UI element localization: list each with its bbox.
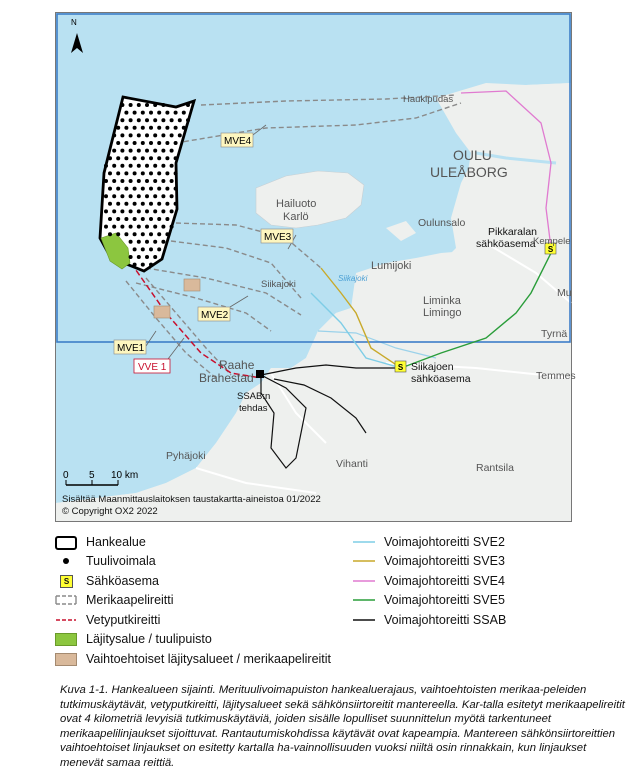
wind-turbine xyxy=(124,187,128,191)
wind-turbine xyxy=(161,179,165,183)
wind-turbine xyxy=(137,225,141,229)
wind-turbine xyxy=(153,240,157,244)
wind-turbine xyxy=(157,141,161,145)
wind-turbine xyxy=(120,133,124,137)
wind-turbine xyxy=(116,126,120,130)
wind-turbine xyxy=(120,164,124,168)
wind-turbine xyxy=(116,141,120,145)
wind-turbine xyxy=(141,156,145,160)
wind-turbine xyxy=(174,126,178,130)
wind-turbine xyxy=(120,209,124,213)
wind-turbine xyxy=(170,225,174,229)
wind-turbine xyxy=(157,217,161,221)
wind-turbine xyxy=(133,232,137,236)
wind-turbine xyxy=(165,187,169,191)
wind-turbine xyxy=(157,187,161,191)
wind-turbine xyxy=(129,133,133,137)
wind-turbine xyxy=(141,171,145,175)
wind-turbine xyxy=(174,202,178,206)
wind-turbine xyxy=(108,187,112,191)
legend-item-sve3: Voimajohtoreitti SVE3 xyxy=(353,552,505,570)
wind-turbine xyxy=(149,202,153,206)
wind-turbine xyxy=(124,202,128,206)
wind-turbine xyxy=(129,179,133,183)
wind-turbine xyxy=(165,111,169,115)
wind-turbine xyxy=(129,255,133,259)
wind-turbine xyxy=(141,141,145,145)
legend-item-sve4: Voimajohtoreitti SVE4 xyxy=(353,572,505,590)
wind-turbine xyxy=(170,164,174,168)
legend-item-sea-cable: Merikaapelireitti xyxy=(55,591,174,609)
wind-turbine xyxy=(124,141,128,145)
wind-turbine xyxy=(137,164,141,168)
wind-turbine xyxy=(157,171,161,175)
label-uleaborg: ULEÅBORG xyxy=(430,164,508,180)
wind-turbine xyxy=(112,179,116,183)
wind-turbine xyxy=(124,232,128,236)
wind-turbine xyxy=(133,247,137,251)
wind-turbine xyxy=(149,217,153,221)
sea-cable-route-icon xyxy=(55,593,77,607)
legend-item-project-area: Hankealue xyxy=(55,533,146,551)
legend-item-alt-disposal: Vaihtoehtoiset läjitysalueet / merikaapelireitit xyxy=(55,650,331,668)
map-panel[interactable] xyxy=(55,12,576,522)
alt-disposal-area-2 xyxy=(154,306,170,318)
wind-turbine xyxy=(120,179,124,183)
scale-tick-0: 0 xyxy=(63,470,69,481)
wind-turbine xyxy=(120,118,124,122)
wind-turbine xyxy=(108,156,112,160)
scale-tick-5: 5 xyxy=(89,470,95,481)
legend-item-sve5: Voimajohtoreitti SVE5 xyxy=(353,591,505,609)
power-line-sve4-icon xyxy=(353,574,375,588)
wind-turbine xyxy=(174,111,178,115)
wind-turbine xyxy=(137,240,141,244)
copyright-text: © Copyright OX2 2022 xyxy=(62,506,158,517)
wind-turbine xyxy=(133,187,137,191)
label-rantsila: Rantsila xyxy=(476,462,514,474)
wind-turbine xyxy=(137,209,141,213)
wind-turbine xyxy=(149,187,153,191)
label-tyrnava: Tyrnä xyxy=(541,328,568,340)
wind-turbine xyxy=(137,133,141,137)
wind-turbine xyxy=(129,225,133,229)
wind-turbine xyxy=(182,111,186,115)
label-pyhajoki: Pyhäjoki xyxy=(166,450,206,462)
wind-turbine xyxy=(116,171,120,175)
wind-turbine xyxy=(129,149,133,153)
wind-turbine xyxy=(129,164,133,168)
wind-turbine xyxy=(165,141,169,145)
wind-turbine xyxy=(157,247,161,251)
wind-turbine xyxy=(141,247,145,251)
wind-turbine xyxy=(174,141,178,145)
label-mve4: MVE4 xyxy=(224,136,252,147)
wind-turbine xyxy=(165,217,169,221)
wind-turbine xyxy=(137,149,141,153)
substation-icon: S xyxy=(55,574,77,588)
wind-turbine-dot-icon xyxy=(55,554,77,568)
wind-turbine xyxy=(108,171,112,175)
wind-turbine xyxy=(170,133,174,137)
label-oulu: OULU xyxy=(453,147,492,163)
wind-turbine xyxy=(170,149,174,153)
label-siikajoki-town: Siikajoki xyxy=(261,279,296,290)
wind-turbine xyxy=(108,202,112,206)
wind-turbine xyxy=(137,255,141,259)
wind-turbine xyxy=(112,209,116,213)
wind-turbine xyxy=(157,126,161,130)
wind-turbine xyxy=(153,103,157,107)
wind-turbine xyxy=(174,171,178,175)
wind-turbine xyxy=(161,209,165,213)
wind-turbine xyxy=(161,133,165,137)
wind-turbine xyxy=(133,263,137,267)
wind-turbine xyxy=(141,263,145,267)
wind-turbine xyxy=(153,209,157,213)
label-siikajoen-2: sähköasema xyxy=(411,373,471,385)
label-brahestad: Brahestad xyxy=(199,371,254,385)
legend-item-sve2: Voimajohtoreitti SVE2 xyxy=(353,533,505,551)
label-lumijoki: Lumijoki xyxy=(371,260,412,272)
wind-turbine xyxy=(149,263,153,267)
power-line-sve3-icon xyxy=(353,554,375,568)
project-area-icon xyxy=(55,535,77,549)
wind-turbine xyxy=(153,118,157,122)
label-pikkarala-1: Pikkaralan xyxy=(488,226,538,238)
wind-turbine xyxy=(124,217,128,221)
wind-turbine xyxy=(186,118,190,122)
wind-turbine xyxy=(112,133,116,137)
wind-turbine xyxy=(165,156,169,160)
wind-turbine xyxy=(120,225,124,229)
label-liminka: Liminka xyxy=(423,295,461,307)
wind-turbine xyxy=(133,126,137,130)
label-vihanti: Vihanti xyxy=(336,458,368,470)
wind-turbine xyxy=(186,103,190,107)
wind-turbine xyxy=(116,232,120,236)
wind-turbine xyxy=(129,209,133,213)
wind-turbine xyxy=(141,217,145,221)
wind-turbine xyxy=(170,179,174,183)
wind-turbine xyxy=(178,118,182,122)
wind-turbine xyxy=(161,103,165,107)
wind-turbine xyxy=(120,194,124,198)
wind-turbine xyxy=(137,103,141,107)
wind-turbine xyxy=(170,118,174,122)
wind-turbine xyxy=(174,156,178,160)
wind-turbine xyxy=(157,111,161,115)
substation-pikkarala-symbol: S xyxy=(547,245,554,254)
wind-turbine xyxy=(116,202,120,206)
wind-turbine xyxy=(178,133,182,137)
label-ssab-2: tehdas xyxy=(239,403,268,414)
wind-turbine xyxy=(133,217,137,221)
power-line-sve5-icon xyxy=(353,593,375,607)
wind-turbine xyxy=(153,255,157,259)
wind-turbine xyxy=(104,225,108,229)
wind-turbine xyxy=(116,187,120,191)
wind-turbine xyxy=(133,202,137,206)
wind-turbine xyxy=(104,209,108,213)
wind-turbine xyxy=(133,141,137,145)
wind-turbine xyxy=(133,171,137,175)
source-text: Sisältää Maanmittauslaitoksen taustakartta-aineistoa 01/2022 xyxy=(62,494,321,505)
label-temmes: Temmes xyxy=(536,370,576,382)
map-canvas xyxy=(56,13,576,521)
wind-turbine xyxy=(161,149,165,153)
power-line-sve2-icon xyxy=(353,535,375,549)
figure-caption: Kuva 1-1. Hankealueen sijainti. Merituulivoimapuiston hankealuerajaus, vaihtoehtoisten merikaa-peleiden tutkimuskäytävät, vetyputkireitti, läjitysalueet sekä sähkönsiirtoreitit mantereella. Kar-talla esitetyt merikaapelireitit ovat 4 kilometriä levyisiä tutkimuskäytäviä, joiden sisälle lopulliset suunnittelun myötä tarkentuneet merikaapelilinjaukset sijoittuvat. Rantautumiskohdissa käytävät ovat kapeampia. Mantereen sähkönsiirtoreittien vaihtoehtoiset linjaukset on esitetty kartalla ha-vainnollisuuden vuoksi niiltä osin rinnakkain, kun linjaukset menevät samaa reittiä. xyxy=(60,684,625,769)
wind-turbine xyxy=(141,111,145,115)
label-hailuoto-1: Hailuoto xyxy=(276,198,317,210)
wind-turbine xyxy=(157,156,161,160)
wind-turbine xyxy=(182,126,186,130)
wind-turbine xyxy=(133,111,137,115)
wind-turbine xyxy=(149,126,153,130)
wind-turbine xyxy=(124,111,128,115)
wind-turbine xyxy=(153,225,157,229)
wind-turbine xyxy=(157,232,161,236)
wind-turbine xyxy=(153,133,157,137)
wind-turbine xyxy=(137,194,141,198)
wind-turbine xyxy=(137,179,141,183)
label-muhos: Mu xyxy=(557,287,572,299)
label-vve1: VVE 1 xyxy=(138,362,167,373)
wind-turbine xyxy=(124,126,128,130)
wind-turbine xyxy=(112,164,116,168)
wind-turbine xyxy=(108,217,112,221)
label-pikkarala-2: sähköasema xyxy=(476,238,536,250)
label-siikajoen-1: Siikajoen xyxy=(411,361,454,373)
wind-turbine xyxy=(161,240,165,244)
wind-turbine xyxy=(141,126,145,130)
wind-turbine xyxy=(165,232,169,236)
wind-turbine xyxy=(149,156,153,160)
disposal-area-icon xyxy=(55,632,77,646)
wind-turbine xyxy=(124,156,128,160)
wind-turbine xyxy=(149,171,153,175)
wind-turbine xyxy=(137,118,141,122)
wind-turbine xyxy=(112,194,116,198)
wind-turbine xyxy=(104,179,108,183)
wind-turbine xyxy=(141,202,145,206)
legend-item-turbine: Tuulivoimala xyxy=(55,552,156,570)
wind-turbine xyxy=(153,164,157,168)
wind-turbine xyxy=(145,194,149,198)
wind-turbine xyxy=(153,149,157,153)
power-line-ssab-icon xyxy=(353,613,375,627)
wind-turbine xyxy=(145,255,149,259)
wind-turbine xyxy=(129,118,133,122)
wind-turbine xyxy=(129,240,133,244)
label-siikajoki-river: Siikajoki xyxy=(338,274,368,283)
label-ssab-1: SSAB:n xyxy=(237,391,271,402)
hydrogen-pipeline-icon xyxy=(55,613,77,627)
legend-item-ssab: Voimajohtoreitti SSAB xyxy=(353,611,506,629)
legend-item-substation: S Sähköasema xyxy=(55,572,159,590)
wind-turbine xyxy=(145,209,149,213)
wind-turbine xyxy=(129,194,133,198)
label-mve3: MVE3 xyxy=(264,232,292,243)
legend-item-disposal: Läjitysalue / tuulipuisto xyxy=(55,630,212,648)
wind-turbine xyxy=(124,171,128,175)
label-kempele: Kempele xyxy=(533,236,571,247)
wind-turbine xyxy=(149,141,153,145)
wind-turbine xyxy=(170,209,174,213)
wind-turbine xyxy=(161,164,165,168)
label-limingo: Limingo xyxy=(423,307,462,319)
alternative-disposal-area-icon xyxy=(55,652,77,666)
wind-turbine xyxy=(145,240,149,244)
wind-turbine xyxy=(104,164,108,168)
label-mve1: MVE1 xyxy=(117,343,145,354)
wind-turbine xyxy=(145,118,149,122)
wind-turbine xyxy=(116,217,120,221)
wind-turbine xyxy=(120,149,124,153)
wind-turbine xyxy=(108,232,112,236)
label-raahe: Raahe xyxy=(219,358,255,372)
wind-turbine xyxy=(161,194,165,198)
map-legend xyxy=(55,533,615,673)
wind-turbine xyxy=(149,232,153,236)
wind-turbine xyxy=(153,194,157,198)
wind-turbine xyxy=(170,194,174,198)
wind-turbine xyxy=(133,156,137,160)
ssab-site[interactable] xyxy=(256,370,264,378)
wind-turbine xyxy=(141,232,145,236)
substation-siikajoki-symbol: S xyxy=(397,363,404,372)
wind-turbine xyxy=(149,111,153,115)
legend-item-hydrogen: Vetyputkireitti xyxy=(55,611,160,629)
wind-turbine xyxy=(145,164,149,168)
wind-turbine xyxy=(165,202,169,206)
wind-turbine xyxy=(145,149,149,153)
wind-turbine xyxy=(112,149,116,153)
wind-turbine xyxy=(120,103,124,107)
alt-disposal-area-1 xyxy=(184,279,200,291)
wind-turbine xyxy=(116,156,120,160)
label-haukipudas: Haukipudas xyxy=(403,94,454,105)
north-label: N xyxy=(71,18,77,27)
wind-turbine xyxy=(145,133,149,137)
wind-turbine xyxy=(157,202,161,206)
wind-turbine xyxy=(145,103,149,107)
wind-turbine xyxy=(145,179,149,183)
wind-turbine xyxy=(153,179,157,183)
wind-turbine xyxy=(104,194,108,198)
wind-turbine xyxy=(165,126,169,130)
wind-turbine xyxy=(112,225,116,229)
label-oulunsalo: Oulunsalo xyxy=(418,217,466,229)
wind-turbine xyxy=(161,118,165,122)
wind-turbine xyxy=(149,247,153,251)
wind-turbine xyxy=(141,187,145,191)
label-hailuoto-2: Karlö xyxy=(283,211,309,223)
scale-tick-10: 10 km xyxy=(111,470,139,481)
label-mve2: MVE2 xyxy=(201,310,229,321)
wind-turbine xyxy=(165,171,169,175)
wind-turbine xyxy=(161,225,165,229)
wind-turbine xyxy=(145,225,149,229)
wind-turbine xyxy=(129,103,133,107)
wind-turbine xyxy=(174,187,178,191)
